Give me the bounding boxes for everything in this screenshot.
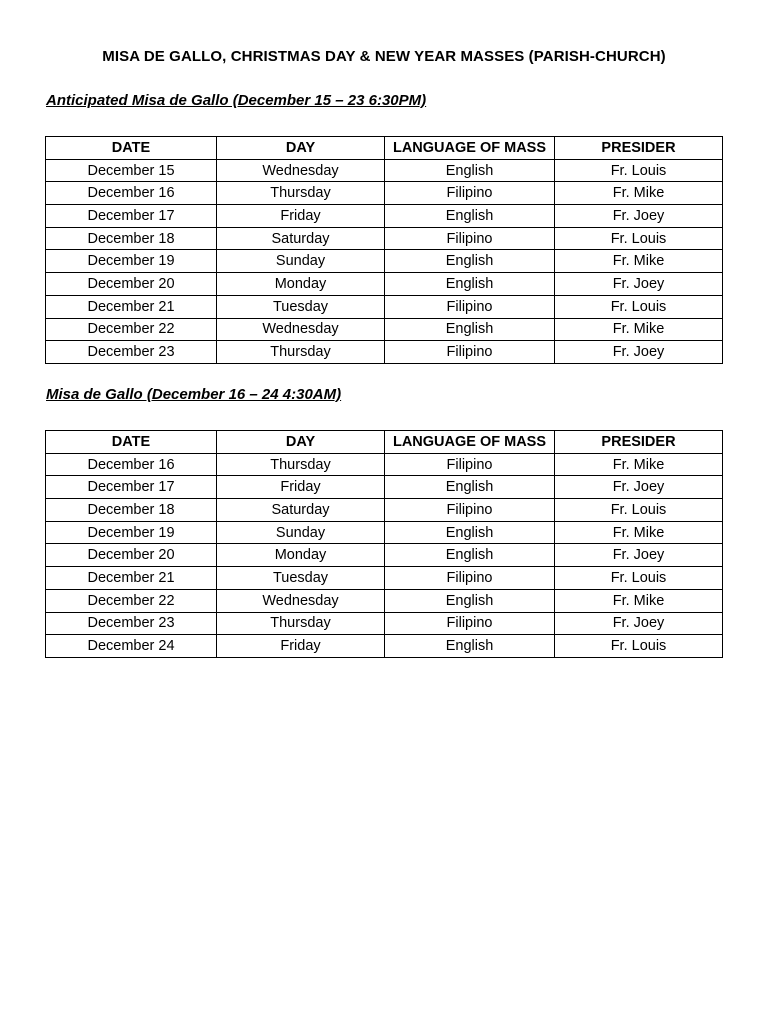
table-header-row <box>46 137 723 160</box>
table-row <box>46 341 723 364</box>
cell-day: Wednesday <box>217 589 385 612</box>
cell-language: English <box>385 273 555 296</box>
cell-presider: Fr. Louis <box>555 295 723 318</box>
cell-date: December 21 <box>46 295 217 318</box>
cell-language: English <box>385 205 555 228</box>
cell-presider: Fr. Louis <box>555 635 723 658</box>
cell-language: English <box>385 159 555 182</box>
cell-day: Friday <box>217 476 385 499</box>
cell-date: December 20 <box>46 544 217 567</box>
cell-language: Filipino <box>385 227 555 250</box>
cell-presider: Fr. Louis <box>555 499 723 522</box>
cell-date: December 16 <box>46 453 217 476</box>
cell-date: December 23 <box>46 612 217 635</box>
cell-language: Filipino <box>385 341 555 364</box>
column-header-day: DAY <box>217 431 385 454</box>
column-header-language: LANGUAGE OF MASS <box>385 431 555 454</box>
table-header-row <box>46 431 723 454</box>
table-row <box>46 318 723 341</box>
cell-date: December 15 <box>46 159 217 182</box>
table-row <box>46 295 723 318</box>
cell-day: Monday <box>217 544 385 567</box>
column-header-presider: PRESIDER <box>555 431 723 454</box>
section-heading-anticipated: Anticipated Misa de Gallo (December 15 – 23 6:30PM) <box>46 92 427 109</box>
cell-presider: Fr. Mike <box>555 182 723 205</box>
column-header-language: LANGUAGE OF MASS <box>385 137 555 160</box>
cell-language: Filipino <box>385 453 555 476</box>
cell-date: December 17 <box>46 205 217 228</box>
cell-presider: Fr. Mike <box>555 250 723 273</box>
cell-language: Filipino <box>385 295 555 318</box>
cell-date: December 19 <box>46 250 217 273</box>
cell-presider: Fr. Joey <box>555 341 723 364</box>
column-header-day: DAY <box>217 137 385 160</box>
cell-presider: Fr. Joey <box>555 273 723 296</box>
table-row <box>46 453 723 476</box>
cell-date: December 20 <box>46 273 217 296</box>
cell-presider: Fr. Mike <box>555 318 723 341</box>
schedule-table-anticipated <box>45 136 723 364</box>
cell-language: English <box>385 318 555 341</box>
cell-presider: Fr. Joey <box>555 612 723 635</box>
cell-day: Friday <box>217 635 385 658</box>
cell-presider: Fr. Joey <box>555 544 723 567</box>
column-header-presider: PRESIDER <box>555 137 723 160</box>
cell-language: English <box>385 635 555 658</box>
cell-language: English <box>385 476 555 499</box>
table-row <box>46 612 723 635</box>
cell-day: Friday <box>217 205 385 228</box>
cell-day: Tuesday <box>217 295 385 318</box>
column-header-date: DATE <box>46 137 217 160</box>
cell-presider: Fr. Mike <box>555 589 723 612</box>
cell-day: Thursday <box>217 453 385 476</box>
table-row <box>46 544 723 567</box>
table-row <box>46 273 723 296</box>
cell-presider: Fr. Joey <box>555 205 723 228</box>
table-row <box>46 182 723 205</box>
table-row <box>46 159 723 182</box>
cell-date: December 18 <box>46 499 217 522</box>
cell-date: December 23 <box>46 341 217 364</box>
cell-language: Filipino <box>385 567 555 590</box>
cell-presider: Fr. Joey <box>555 476 723 499</box>
cell-presider: Fr. Louis <box>555 159 723 182</box>
table-row <box>46 499 723 522</box>
cell-language: English <box>385 589 555 612</box>
table-row <box>46 205 723 228</box>
cell-language: Filipino <box>385 499 555 522</box>
schedule-table-dawn <box>45 430 723 658</box>
cell-day: Saturday <box>217 499 385 522</box>
cell-date: December 21 <box>46 567 217 590</box>
cell-presider: Fr. Mike <box>555 453 723 476</box>
cell-day: Wednesday <box>217 318 385 341</box>
cell-date: December 22 <box>46 589 217 612</box>
table-row <box>46 250 723 273</box>
cell-language: Filipino <box>385 612 555 635</box>
section-heading-dawn: Misa de Gallo (December 16 – 24 4:30AM) <box>46 386 342 403</box>
cell-day: Thursday <box>217 182 385 205</box>
cell-presider: Fr. Mike <box>555 521 723 544</box>
cell-day: Tuesday <box>217 567 385 590</box>
cell-language: English <box>385 544 555 567</box>
cell-date: December 22 <box>46 318 217 341</box>
cell-day: Thursday <box>217 341 385 364</box>
table-row <box>46 635 723 658</box>
document-title: MISA DE GALLO, CHRISTMAS DAY & NEW YEAR MASSES (PARISH-CHURCH) <box>102 48 666 65</box>
cell-date: December 18 <box>46 227 217 250</box>
table-row <box>46 589 723 612</box>
table-row <box>46 521 723 544</box>
cell-presider: Fr. Louis <box>555 567 723 590</box>
cell-date: December 19 <box>46 521 217 544</box>
cell-date: December 16 <box>46 182 217 205</box>
cell-presider: Fr. Louis <box>555 227 723 250</box>
table-row <box>46 227 723 250</box>
cell-day: Wednesday <box>217 159 385 182</box>
cell-language: English <box>385 521 555 544</box>
cell-day: Thursday <box>217 612 385 635</box>
cell-date: December 24 <box>46 635 217 658</box>
table-row <box>46 476 723 499</box>
cell-day: Saturday <box>217 227 385 250</box>
cell-language: Filipino <box>385 182 555 205</box>
cell-language: English <box>385 250 555 273</box>
cell-day: Sunday <box>217 250 385 273</box>
cell-date: December 17 <box>46 476 217 499</box>
cell-day: Sunday <box>217 521 385 544</box>
table-row <box>46 567 723 590</box>
cell-day: Monday <box>217 273 385 296</box>
column-header-date: DATE <box>46 431 217 454</box>
